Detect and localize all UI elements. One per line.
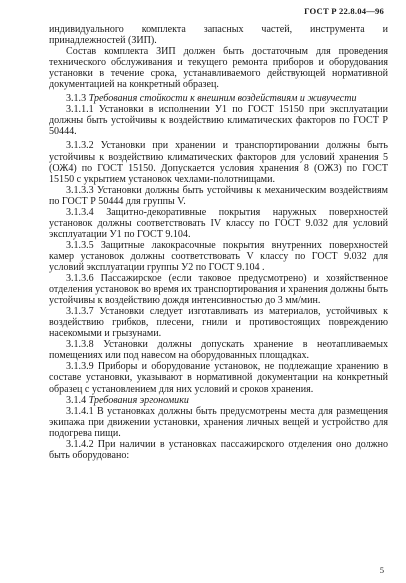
section-number: 3.1.3 — [66, 93, 87, 105]
paragraph: 3.1.3.3 Установки должны быть устойчивы к механическим воздействиям по ГОСТ Р 50444 для группы V. — [49, 184, 388, 207]
paragraph: индивидуального комплекта запасных частей, инструмента и принадлежностей (ЗИП). — [49, 24, 388, 47]
paragraph: 3.1.3.7 Установки следует изготавливать из материалов, устойчивых к воздействию грибков, плесени, гнили и противостоящих повреждению насекомыми и грызунами. — [49, 306, 388, 340]
paragraph: 3.1.1.1 Установки в исполнении У1 по ГОСТ 15150 при эксплуатации должны быть устойчивы к воздействию климатических факторов по ГОСТ Р 50444. — [49, 104, 388, 138]
section-title: Требования стойкости к внешним воздействиям и живучести — [88, 93, 357, 105]
paragraph: 3.1.4.1 В установках должны быть предусмотрены места для размещения экипажа при движении установки, хранения личных вещей и устройство для подогрева пищи. — [49, 405, 388, 439]
page-header: ГОСТ Р 22.8.04—96 — [304, 6, 384, 16]
paragraph: 3.1.3.2 Установки при хранении и транспортировании должны быть устойчивы к воздействию климатических факторов для условий хранения 5 (ОЖ4) по ГОСТ 15150. Допускается условия хранения 8 (ОЖ3) по ГОСТ 15150 с укрытием установок чехлами-полотнищами. — [49, 140, 388, 185]
paragraph: Состав комплекта ЗИП должен быть достаточным для проведения технического обслуживания и текущего ремонта приборов и оборудования установки в течение срока, устанавливаемого действующей нормативной документацией на конкретный образец. — [49, 46, 388, 91]
paragraph: 3.1.3.8 Установки должны допускать хранение в неотапливаемых помещениях или под навесом на оборудованных площадках. — [49, 339, 388, 362]
document-body — [49, 24, 388, 461]
section-title: Требования эргономики — [88, 394, 189, 406]
page-number: 5 — [379, 565, 384, 575]
section-heading — [49, 395, 388, 406]
paragraph: 3.1.4.2 При наличии в установках пассажирского отделения оно должно быть оборудовано: — [49, 438, 388, 461]
paragraph: 3.1.3.5 Защитные лакокрасочные покрытия внутренних поверхностей камер установок должны соответствовать V классу по ГОСТ 9.032 для условий эксплуатации группы У2 по ГОСТ 9.104 . — [49, 239, 388, 273]
paragraph: 3.1.3.4 Защитно-декоративные покрытия наружных поверхностей установок должны соответствовать IV классу по ГОСТ 9.032 для условий эксплуатации У1 по ГОСТ 9.104. — [49, 206, 388, 240]
paragraph: 3.1.3.6 Пассажирское (если таковое предусмотрено) и хозяйственное отделения установок во время их транспортирования и хранения должны быть устойчивы к воздействию дождя интенсивностью до 3 мм/мин. — [49, 273, 388, 307]
section-heading — [49, 93, 388, 104]
section-number: 3.1.4 — [66, 394, 87, 406]
paragraph: 3.1.3.9 Приборы и оборудование установок, не подлежащие хранению в составе установки, указывают в нормативной документации на конкретный образец с установлением для них условий и сроков хранения. — [49, 361, 388, 395]
